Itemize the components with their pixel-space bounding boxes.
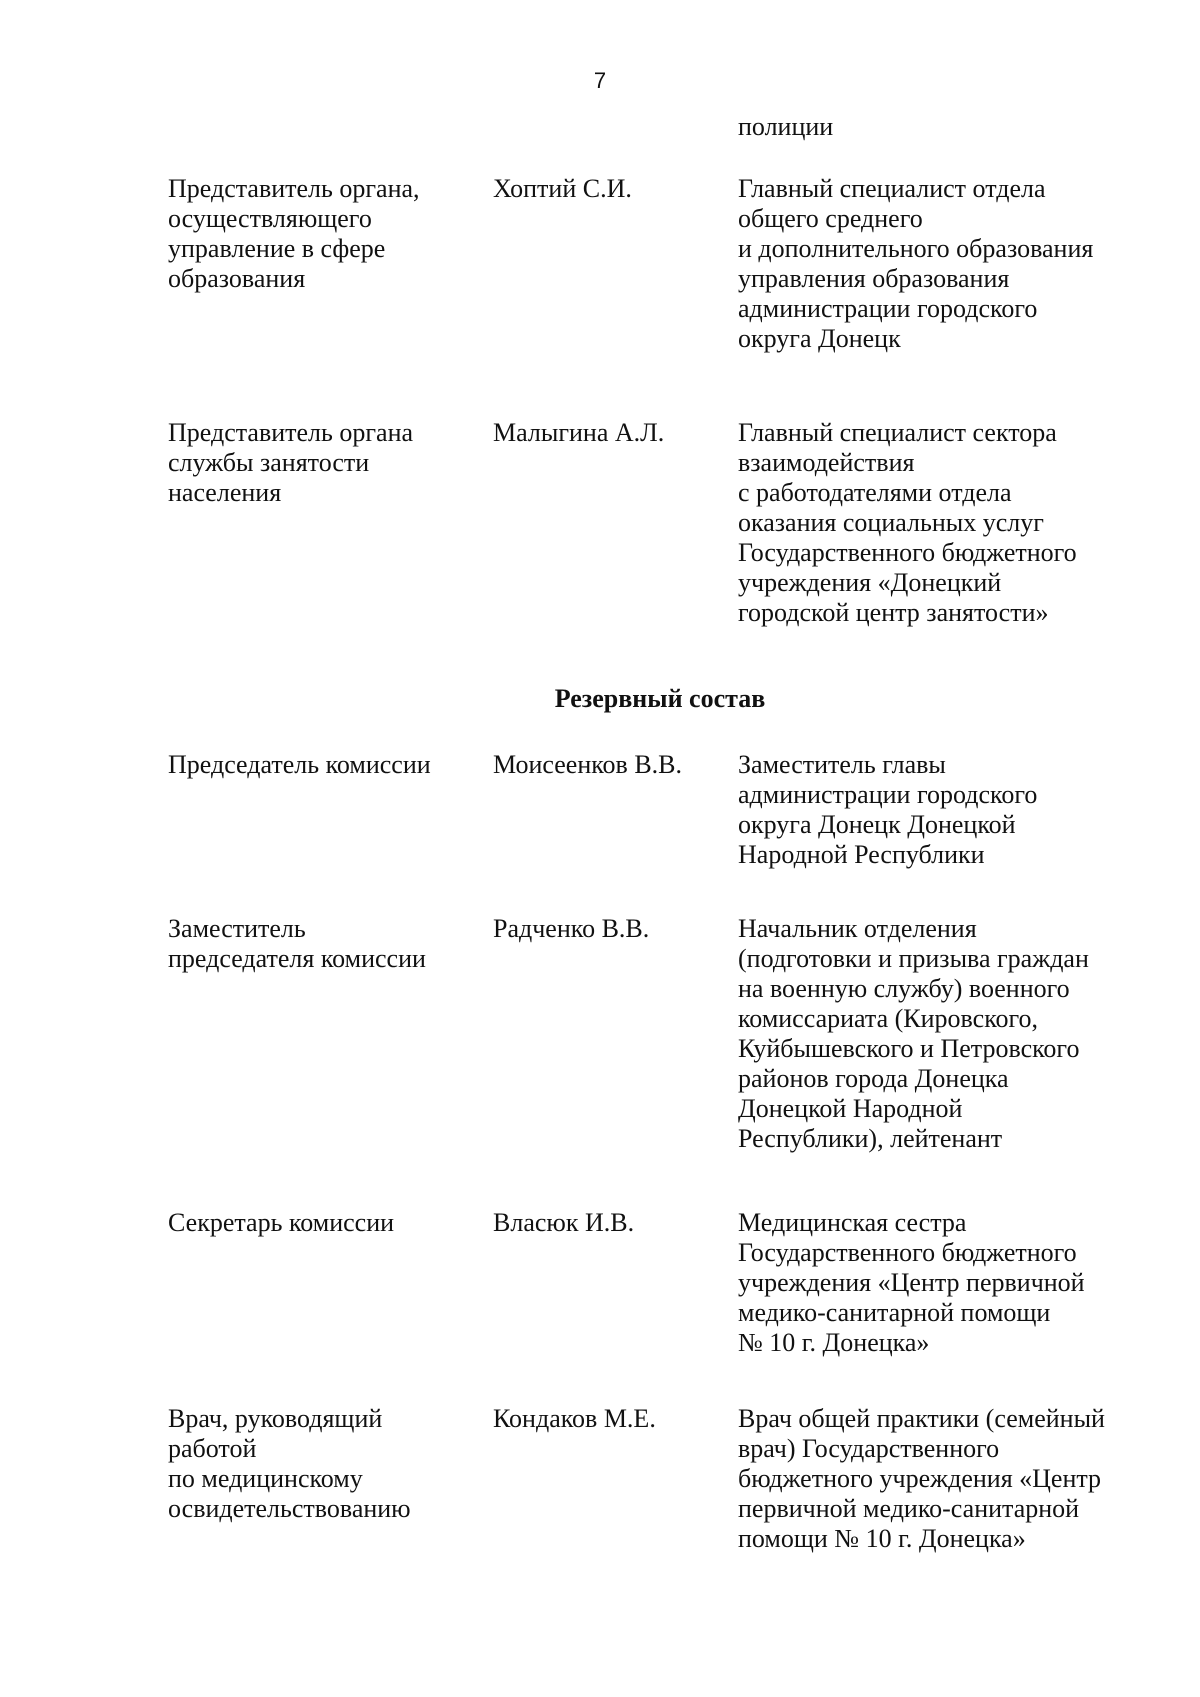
entry-position (738, 174, 1158, 354)
name-text: Радченко В.В. (493, 914, 650, 943)
position-line: оказания социальных услуг (738, 508, 1044, 537)
entry-role (168, 750, 468, 780)
position-line: Куйбышевского и Петровского (738, 1034, 1080, 1063)
role-line: Врач, руководящий (168, 1404, 383, 1433)
position-line: Врач общей практики (семейный (738, 1404, 1105, 1433)
role-line: населения (168, 478, 282, 507)
position-line: управления образования (738, 264, 1010, 293)
entry-role (168, 914, 468, 974)
entry-position (738, 418, 1158, 628)
position-line: с работодателями отдела (738, 478, 1012, 507)
position-line: Главный специалист отдела (738, 174, 1046, 203)
entry-role (168, 418, 468, 508)
position-line: (подготовки и призыва граждан (738, 944, 1089, 973)
position-line: медико-санитарной помощи (738, 1298, 1051, 1327)
entry-name (493, 1208, 713, 1238)
role-line: работой (168, 1434, 257, 1463)
continuation-line: полиции (738, 112, 834, 141)
name-text: Хоптий С.И. (493, 174, 632, 203)
position-line: районов города Донецка (738, 1064, 1009, 1093)
entry-role (168, 1404, 468, 1524)
entry-name (493, 914, 713, 944)
role-line: службы занятости (168, 448, 370, 477)
position-line: на военную службу) военного (738, 974, 1070, 1003)
position-line: первичной медико-санитарной (738, 1494, 1080, 1523)
role-line: Председатель комиссии (168, 750, 431, 779)
position-line: комиссариата (Кировского, (738, 1004, 1039, 1033)
role-line: освидетельствованию (168, 1494, 411, 1523)
position-line: администрации городского (738, 294, 1038, 323)
role-line: по медицинскому (168, 1464, 363, 1493)
role-line: Представитель органа (168, 418, 414, 447)
position-line: Медицинская сестра (738, 1208, 967, 1237)
position-line: взаимодействия (738, 448, 915, 477)
section-title: Резервный состав (554, 684, 766, 713)
entry-name (493, 750, 713, 780)
role-line: Представитель органа, (168, 174, 420, 203)
position-line: округа Донецк (738, 324, 901, 353)
role-line: председателя комиссии (168, 944, 426, 973)
name-text: Кондаков М.Е. (493, 1404, 656, 1433)
name-text: Моисеенков В.В. (493, 750, 683, 779)
position-line: городской центр занятости» (738, 598, 1049, 627)
position-line: № 10 г. Донецка» (738, 1328, 930, 1357)
entry-role (168, 174, 468, 294)
position-line: Начальник отделения (738, 914, 977, 943)
role-line: осуществляющего (168, 204, 372, 233)
entry-name (493, 174, 713, 204)
position-line: Донецкой Народной (738, 1094, 963, 1123)
entry-name (493, 1404, 713, 1434)
position-line: Заместитель главы (738, 750, 946, 779)
position-line: и дополнительного образования (738, 234, 1094, 263)
name-text: Власюк И.В. (493, 1208, 635, 1237)
entry-position (738, 750, 1158, 870)
entry-position (738, 1208, 1158, 1358)
position-line: администрации городского (738, 780, 1038, 809)
page-number: 7 (593, 68, 607, 93)
position-line: Государственного бюджетного (738, 538, 1077, 567)
continuation-text (738, 112, 1158, 142)
entry-name (493, 418, 713, 448)
position-line: бюджетного учреждения «Центр (738, 1464, 1102, 1493)
role-line: управление в сфере (168, 234, 386, 263)
role-line: Секретарь комиссии (168, 1208, 395, 1237)
entry-position (738, 914, 1158, 1154)
position-line: врач) Государственного (738, 1434, 1000, 1463)
entry-position (738, 1404, 1158, 1554)
position-line: учреждения «Донецкий (738, 568, 1002, 597)
role-line: Заместитель (168, 914, 306, 943)
position-line: Народной Республики (738, 840, 985, 869)
role-line: образования (168, 264, 306, 293)
position-line: Республики), лейтенант (738, 1124, 1003, 1153)
position-line: помощи № 10 г. Донецка» (738, 1524, 1026, 1553)
position-line: общего среднего (738, 204, 923, 233)
entry-role (168, 1208, 468, 1238)
name-text: Малыгина А.Л. (493, 418, 665, 447)
position-line: Главный специалист сектора (738, 418, 1057, 447)
position-line: округа Донецк Донецкой (738, 810, 1016, 839)
position-line: Государственного бюджетного (738, 1238, 1077, 1267)
position-line: учреждения «Центр первичной (738, 1268, 1085, 1297)
